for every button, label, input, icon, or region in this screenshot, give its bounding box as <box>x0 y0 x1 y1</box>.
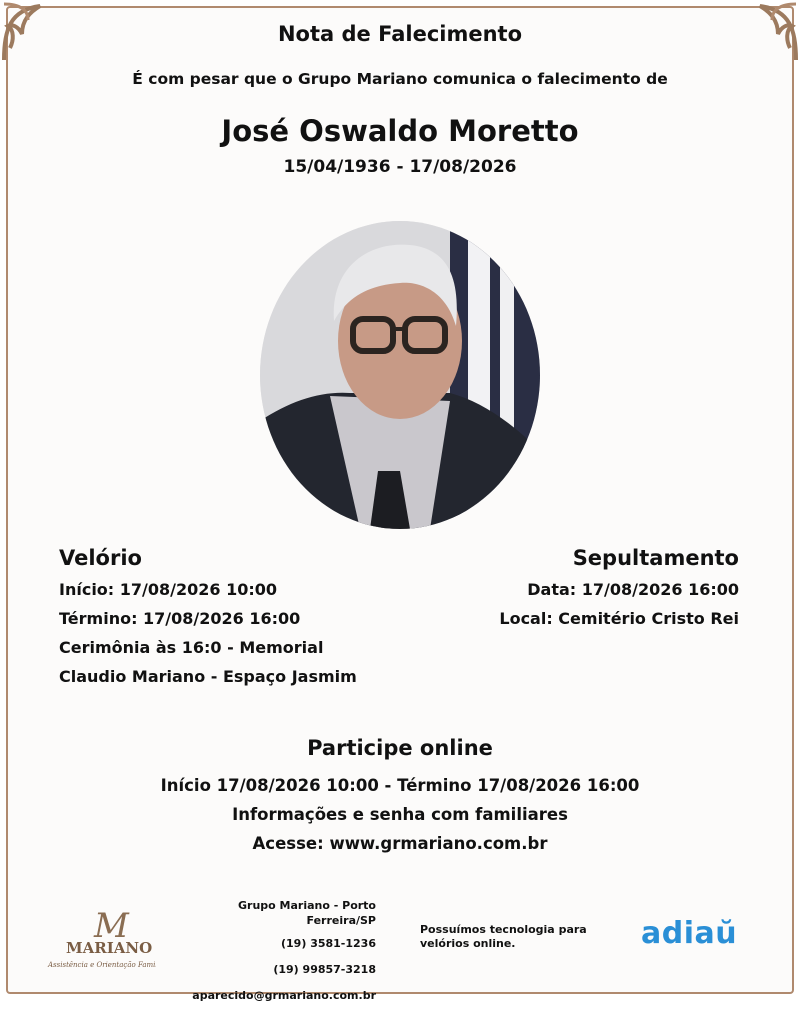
sepultamento-heading: Sepultamento <box>572 546 739 570</box>
contact-email[interactable]: aparecido@grmariano.com.br <box>192 989 376 1002</box>
deceased-name: José Oswaldo Moretto <box>221 114 579 148</box>
mariano-logo <box>44 903 156 973</box>
velorio-ceremony: Cerimônia às 16:0 - Memorial <box>59 638 324 657</box>
online-heading: Participe online <box>307 736 493 760</box>
velorio-section <box>59 546 357 691</box>
velorio-start: Início: 17/08/2026 10:00 <box>59 580 278 599</box>
sepultamento-date: Data: 17/08/2026 16:00 <box>527 580 739 599</box>
phone-mobile[interactable]: (19) 99857-3218 <box>273 963 376 976</box>
velorio-place: Claudio Mariano - Espaço Jasmim <box>59 667 357 686</box>
mariano-logo-tagline: Assistência e Orientação Familiar <box>48 961 156 969</box>
sepultamento-section <box>499 546 739 633</box>
velorio-end: Término: 17/08/2026 16:00 <box>59 609 301 628</box>
life-dates: 15/04/1936 - 17/08/2026 <box>283 157 517 177</box>
sepultamento-place: Local: Cemitério Cristo Rei <box>499 609 739 628</box>
svg-text:M: M <box>94 906 129 946</box>
velorio-heading: Velório <box>59 546 142 570</box>
company-location: Grupo Mariano - Porto Ferreira/SP <box>237 899 376 927</box>
online-access-link[interactable]: Acesse: www.grmariano.com.br <box>252 834 548 853</box>
contact-block <box>176 898 376 1014</box>
deceased-photo <box>260 221 540 529</box>
phone-landline[interactable]: (19) 3581-1236 <box>281 937 376 950</box>
online-password-info: Informações e senha com familiares <box>232 805 568 824</box>
notice-intro: É com pesar que o Grupo Mariano comunica o falecimento de <box>132 70 668 88</box>
notice-title: Nota de Falecimento <box>277 22 523 46</box>
online-schedule: Início 17/08/2026 10:00 - Término 17/08/2026 16:00 <box>160 776 640 795</box>
online-tech-note: Possuímos tecnologia para velórios online. <box>420 923 587 950</box>
mariano-logo-text: MARIANO <box>66 939 153 957</box>
adiau-logo: adiaŭ <box>641 916 738 951</box>
